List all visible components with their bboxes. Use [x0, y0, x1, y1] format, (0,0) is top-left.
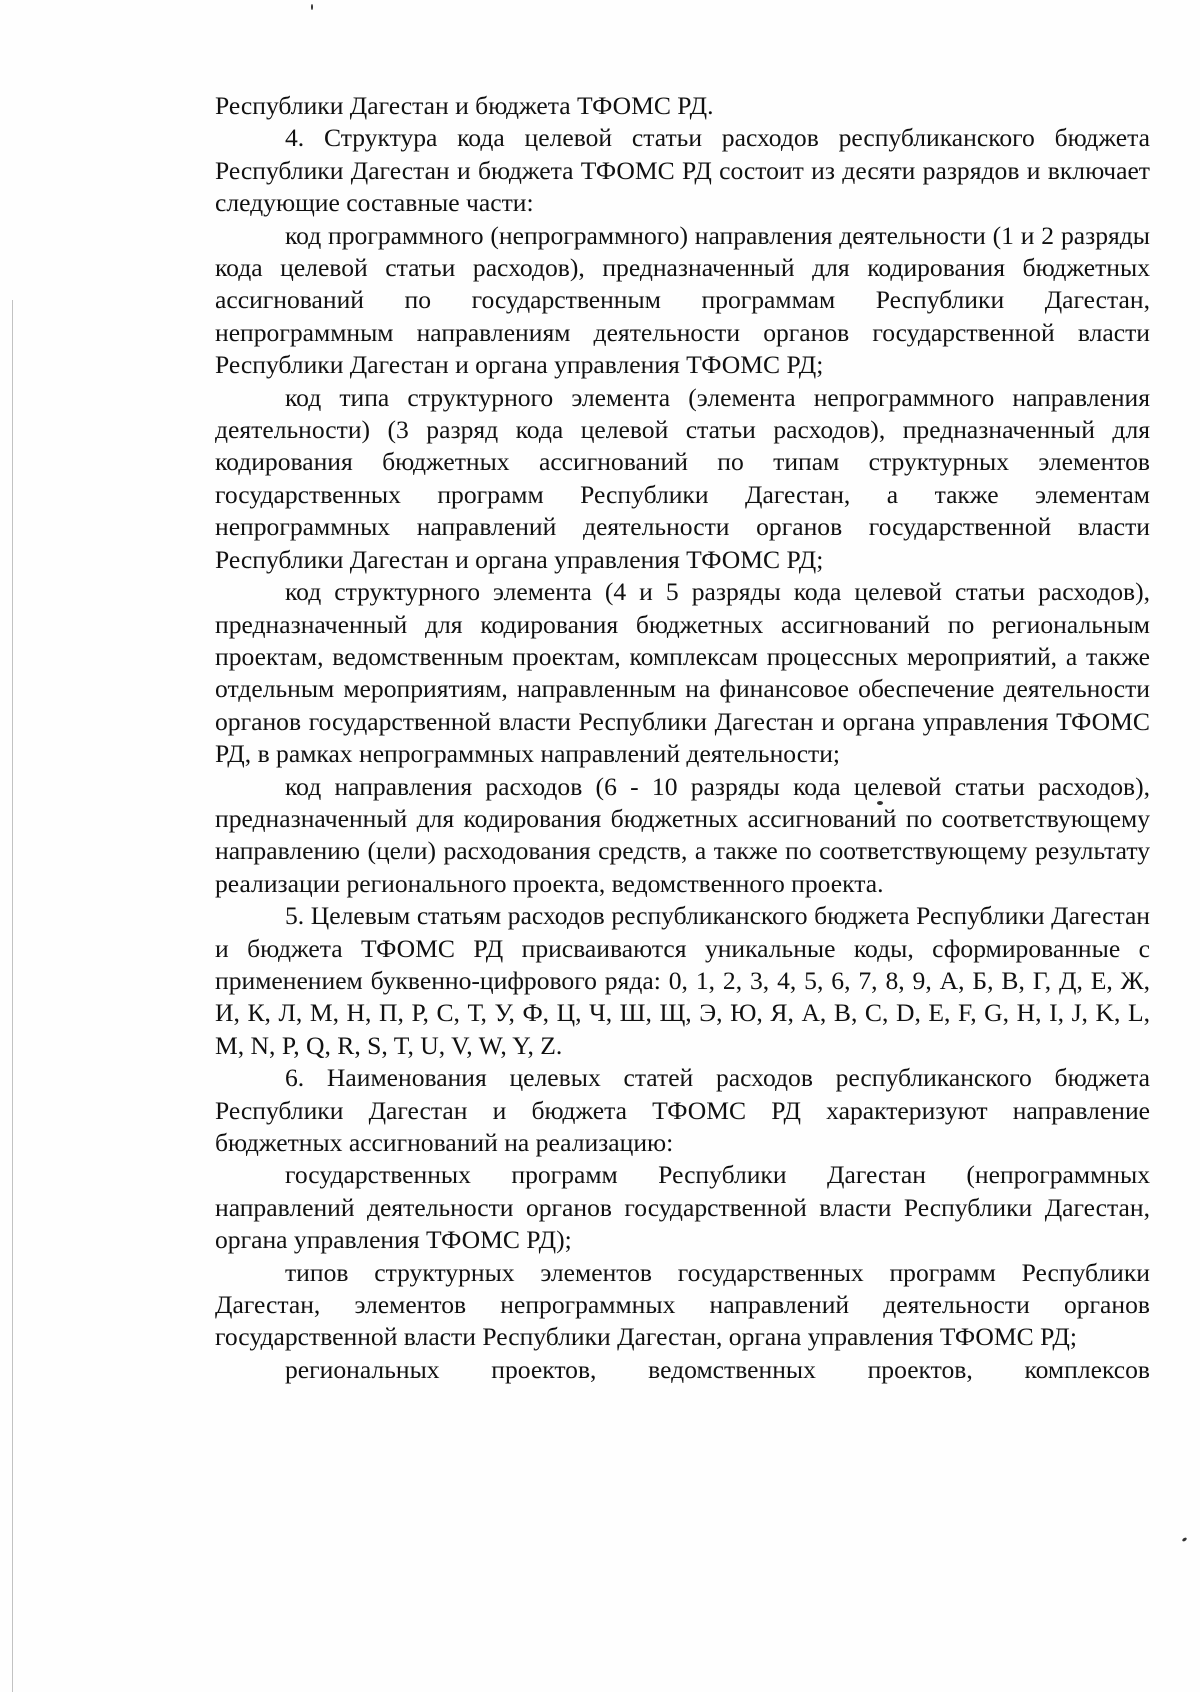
paragraph-state-programs: государственных программ Республики Дагестан (непрограммных направлений деятельности органов государственной власти Республики Дагестан, органа управления ТФОМС РД); [215, 1160, 1150, 1255]
paragraph-continuation: Республики Дагестан и бюджета ТФОМС РД. [215, 91, 714, 120]
document-body [215, 90, 1150, 1386]
paragraph-element-type-code: код типа структурного элемента (элемента непрограммного направления деятельности) (3 разряд кода целевой статьи расходов), предназначенный для кодирования бюджетных ассигнований по типам структурных элементов государственных программ Республики Дагестан, а также элементам непрограммных направлений деятельности органов государственной власти Республики Дагестан и органа управления ТФОМС РД; [215, 382, 1150, 574]
scan-edge-line [12, 300, 13, 1692]
paragraph-item-5: 5. Целевым статьям расходов республиканского бюджета Республики Дагестан и бюджета ТФОМС РД присваиваются уникальные коды, сформированные с применением буквенно-цифрового ряда: 0, 1, 2, 3, 4, 5, 6, 7, 8, 9, А, Б, В, Г, Д, Е, Ж, И, К, Л, М, Н, П, Р, С, Т, У, Ф, Ц, Ч, Ш, Щ, Э, Ю, Я, A, B, C, D, E, F, G, H, I, J, K, L, M, N, P, Q, R, S, T, U, V, W, Y, Z. [215, 901, 1150, 1060]
scan-speck [311, 4, 313, 10]
paragraph-item-6: 6. Наименования целевых статей расходов республиканского бюджета Республики Дагестан и бюджета ТФОМС РД характеризуют направление бюджетных ассигнований на реализацию: [215, 1063, 1150, 1157]
paragraph-regional-projects: региональных проектов, ведомственных проектов, комплексов [285, 1354, 1150, 1384]
paragraph-item-4: 4. Структура кода целевой статьи расходов республиканского бюджета Республики Дагестан и бюджета ТФОМС РД состоит из десяти разрядов и включает следующие составные части: [215, 123, 1150, 218]
paragraph-expense-direction-code: код направления расходов (6 - 10 разряды кода целевой статьи расходов), предназначенный для кодирования бюджетных ассигнований по соответствующему направлению (цели) расходования средств, а также по соответствующему результату реализации регионального проекта, ведомственного проекта. [215, 771, 1150, 898]
paragraph-element-types: типов структурных элементов государственных программ Республики Дагестан, элементов непрограммных направлений деятельности органов государственной власти Республики Дагестан, органа управления ТФОМС РД; [215, 1257, 1150, 1352]
paragraph-element-code: код структурного элемента (4 и 5 разряды кода целевой статьи расходов), предназначенный для кодирования бюджетных ассигнований по региональным проектам, ведомственным проектам, комплексам процессных мероприятий, а также отдельным мероприятиям, направленным на финансовое обеспечение деятельности органов государственной власти Республики Дагестан и органа управления ТФОМС РД, в рамках непрограммных направлений деятельности; [215, 577, 1150, 769]
scan-speck [1182, 1537, 1188, 1542]
paragraph-program-code: код программного (непрограммного) направления деятельности (1 и 2 разряды кода целевой статьи расходов), предназначенный для кодирования бюджетных ассигнований по государственным программам Республики Дагестан, непрограммным направлениям деятельности органов государственной власти Республики Дагестан и органа управления ТФОМС РД; [215, 220, 1150, 380]
